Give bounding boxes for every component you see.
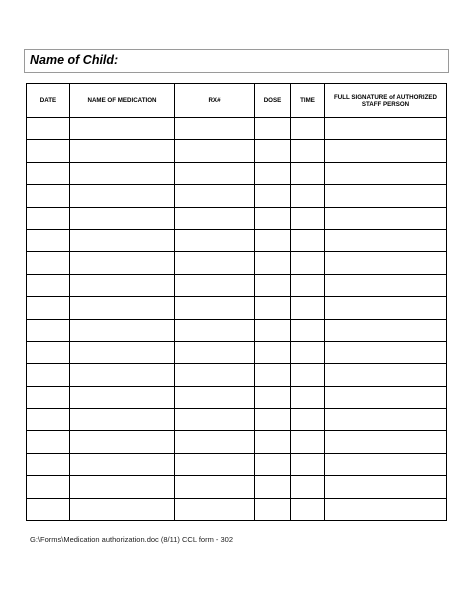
dose-cell[interactable] [255, 409, 291, 431]
time-cell[interactable] [291, 185, 325, 207]
signature-cell[interactable] [325, 409, 447, 431]
rx-cell[interactable] [175, 252, 255, 274]
rx-cell[interactable] [175, 140, 255, 162]
signature-cell[interactable] [325, 319, 447, 341]
column-header-date: DATE [27, 84, 70, 118]
table-row [27, 162, 447, 184]
time-cell[interactable] [291, 252, 325, 274]
table-row [27, 498, 447, 520]
dose-cell[interactable] [255, 319, 291, 341]
rx-cell[interactable] [175, 162, 255, 184]
date-cell[interactable] [27, 476, 70, 498]
signature-cell[interactable] [325, 162, 447, 184]
rx-cell[interactable] [175, 319, 255, 341]
time-cell[interactable] [291, 431, 325, 453]
dose-cell[interactable] [255, 140, 291, 162]
rx-cell[interactable] [175, 409, 255, 431]
medication-cell[interactable] [70, 409, 175, 431]
rx-cell[interactable] [175, 364, 255, 386]
dose-cell[interactable] [255, 229, 291, 251]
table-row [27, 409, 447, 431]
medication-cell[interactable] [70, 364, 175, 386]
date-cell[interactable] [27, 162, 70, 184]
signature-cell[interactable] [325, 498, 447, 520]
table-row [27, 207, 447, 229]
time-cell[interactable] [291, 364, 325, 386]
table-row [27, 274, 447, 296]
rx-cell[interactable] [175, 297, 255, 319]
table-header-row [27, 84, 447, 118]
date-cell[interactable] [27, 185, 70, 207]
time-cell[interactable] [291, 341, 325, 363]
table-row [27, 341, 447, 363]
medication-log-table [26, 83, 447, 521]
signature-cell[interactable] [325, 274, 447, 296]
medication-cell[interactable] [70, 118, 175, 140]
dose-cell[interactable] [255, 453, 291, 475]
date-cell[interactable] [27, 252, 70, 274]
rx-cell[interactable] [175, 118, 255, 140]
signature-cell[interactable] [325, 341, 447, 363]
dose-cell[interactable] [255, 364, 291, 386]
name-of-child-field[interactable] [24, 49, 449, 73]
signature-cell[interactable] [325, 140, 447, 162]
table-row [27, 229, 447, 251]
time-cell[interactable] [291, 162, 325, 184]
date-cell[interactable] [27, 498, 70, 520]
medication-cell[interactable] [70, 252, 175, 274]
dose-cell[interactable] [255, 162, 291, 184]
time-cell[interactable] [291, 229, 325, 251]
date-cell[interactable] [27, 409, 70, 431]
signature-cell[interactable] [325, 364, 447, 386]
date-cell[interactable] [27, 229, 70, 251]
time-cell[interactable] [291, 207, 325, 229]
signature-cell[interactable] [325, 453, 447, 475]
rx-cell[interactable] [175, 453, 255, 475]
dose-cell[interactable] [255, 207, 291, 229]
name-of-child-label: Name of Child: [30, 53, 119, 67]
time-cell[interactable] [291, 319, 325, 341]
table-row [27, 453, 447, 475]
dose-cell[interactable] [255, 118, 291, 140]
dose-cell[interactable] [255, 498, 291, 520]
medication-cell[interactable] [70, 207, 175, 229]
rx-cell[interactable] [175, 431, 255, 453]
medication-cell[interactable] [70, 386, 175, 408]
signature-cell[interactable] [325, 386, 447, 408]
date-cell[interactable] [27, 453, 70, 475]
medication-cell[interactable] [70, 498, 175, 520]
dose-cell[interactable] [255, 252, 291, 274]
time-cell[interactable] [291, 386, 325, 408]
column-header-rx: RX# [175, 84, 255, 118]
rx-cell[interactable] [175, 185, 255, 207]
time-cell[interactable] [291, 409, 325, 431]
table-row [27, 476, 447, 498]
medication-cell[interactable] [70, 274, 175, 296]
rx-cell[interactable] [175, 498, 255, 520]
table-row [27, 185, 447, 207]
date-cell[interactable] [27, 341, 70, 363]
medication-cell[interactable] [70, 185, 175, 207]
dose-cell[interactable] [255, 341, 291, 363]
date-cell[interactable] [27, 364, 70, 386]
dose-cell[interactable] [255, 274, 291, 296]
table-row [27, 431, 447, 453]
rx-cell[interactable] [175, 476, 255, 498]
table-row [27, 386, 447, 408]
time-cell[interactable] [291, 498, 325, 520]
date-cell[interactable] [27, 140, 70, 162]
rx-cell[interactable] [175, 341, 255, 363]
date-cell[interactable] [27, 319, 70, 341]
signature-cell[interactable] [325, 207, 447, 229]
date-cell[interactable] [27, 297, 70, 319]
footer-file-reference: G:\Forms\Medication authorization.doc (8/11) CCL form - 302 [30, 535, 233, 544]
medication-cell[interactable] [70, 319, 175, 341]
medication-cell[interactable] [70, 229, 175, 251]
rx-cell[interactable] [175, 274, 255, 296]
date-cell[interactable] [27, 431, 70, 453]
date-cell[interactable] [27, 386, 70, 408]
column-header-medication: NAME OF MEDICATION [70, 84, 175, 118]
rx-cell[interactable] [175, 229, 255, 251]
time-cell[interactable] [291, 140, 325, 162]
time-cell[interactable] [291, 274, 325, 296]
column-header-dose: DOSE [255, 84, 291, 118]
medication-cell[interactable] [70, 297, 175, 319]
column-header-signature: FULL SIGNATURE of AUTHORIZED STAFF PERSON [325, 84, 447, 118]
dose-cell[interactable] [255, 386, 291, 408]
medication-cell[interactable] [70, 341, 175, 363]
date-cell[interactable] [27, 118, 70, 140]
time-cell[interactable] [291, 453, 325, 475]
rx-cell[interactable] [175, 386, 255, 408]
table-row [27, 118, 447, 140]
time-cell[interactable] [291, 476, 325, 498]
medication-cell[interactable] [70, 453, 175, 475]
date-cell[interactable] [27, 207, 70, 229]
signature-cell[interactable] [325, 229, 447, 251]
table-row [27, 252, 447, 274]
dose-cell[interactable] [255, 297, 291, 319]
time-cell[interactable] [291, 118, 325, 140]
dose-cell[interactable] [255, 476, 291, 498]
rx-cell[interactable] [175, 207, 255, 229]
signature-cell[interactable] [325, 431, 447, 453]
column-header-time: TIME [291, 84, 325, 118]
medication-cell[interactable] [70, 140, 175, 162]
signature-cell[interactable] [325, 185, 447, 207]
medication-cell[interactable] [70, 431, 175, 453]
signature-cell[interactable] [325, 476, 447, 498]
dose-cell[interactable] [255, 185, 291, 207]
table-row [27, 319, 447, 341]
table-body [27, 118, 447, 521]
medication-cell[interactable] [70, 162, 175, 184]
dose-cell[interactable] [255, 431, 291, 453]
signature-cell[interactable] [325, 118, 447, 140]
medication-cell[interactable] [70, 476, 175, 498]
signature-cell[interactable] [325, 252, 447, 274]
time-cell[interactable] [291, 297, 325, 319]
table-row [27, 297, 447, 319]
date-cell[interactable] [27, 274, 70, 296]
table-row [27, 364, 447, 386]
table-row [27, 140, 447, 162]
signature-cell[interactable] [325, 297, 447, 319]
